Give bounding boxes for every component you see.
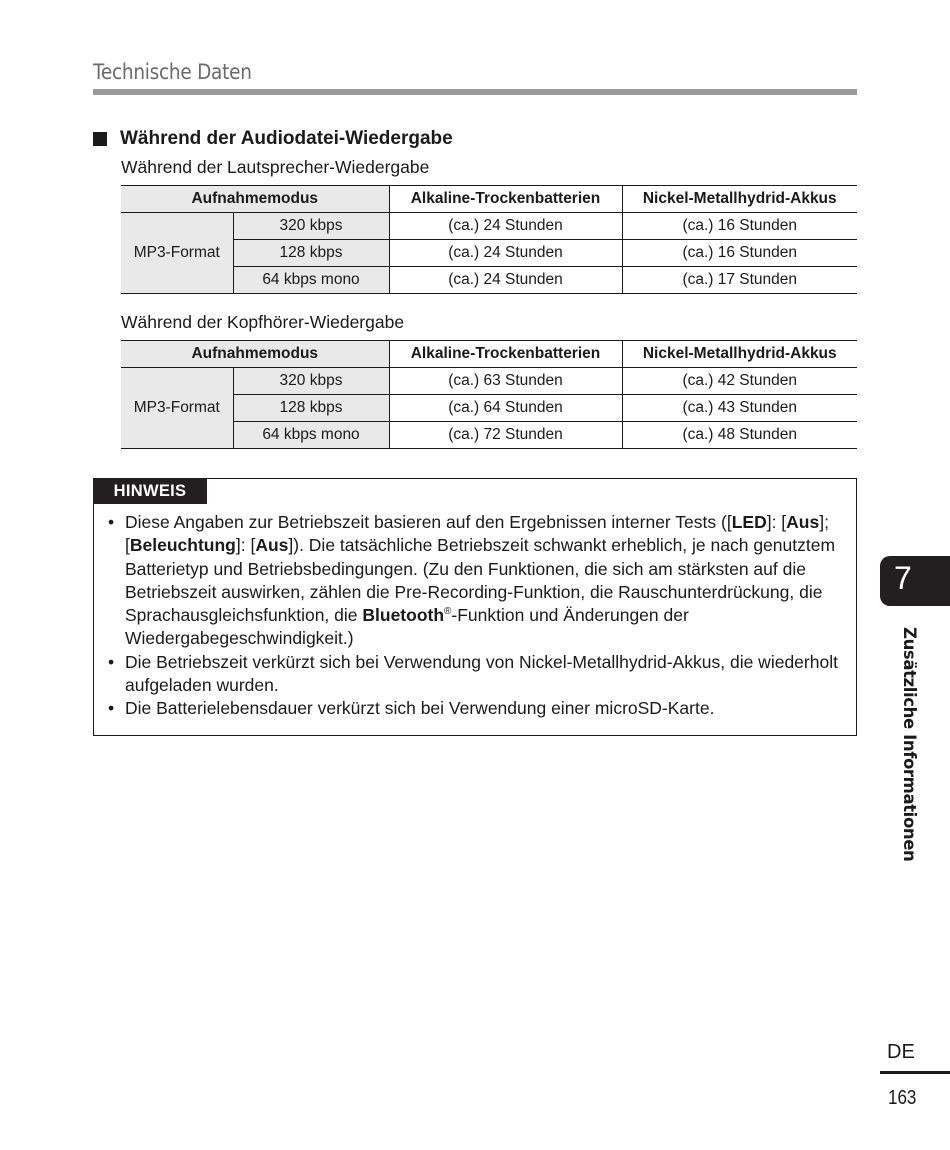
chapter-number: 7 (894, 560, 912, 596)
note-text: Die Batterielebensdauer verkürzt sich bei Verwendung einer microSD-Karte. (125, 698, 715, 719)
note-bold-aus: Aus (255, 535, 289, 556)
column-header-alkaline: Alkaline-Trockenbatterien (389, 341, 622, 368)
chapter-tab (880, 556, 950, 606)
mode-cell: 320 kbps (233, 368, 389, 395)
note-text: -Funktion und Änderungen der Wiedergabegeschwindigkeit.) (125, 605, 689, 649)
mode-cell: 320 kbps (233, 213, 389, 240)
mode-cell: 64 kbps mono (233, 267, 389, 294)
alkaline-cell: (ca.) 24 Stunden (389, 240, 622, 267)
headphone-subheading: Während der Kopfhörer-Wiedergabe (121, 312, 405, 332)
note-text: Die Betriebszeit verkürzt sich bei Verwendung von Nickel-Metallhydrid-Akkus, die wiederholt aufgeladen wurden. (125, 651, 838, 696)
nimh-cell: (ca.) 43 Stunden (622, 395, 857, 422)
column-header-alkaline: Alkaline-Trockenbatterien (389, 186, 622, 213)
format-cell: MP3-Format (121, 213, 233, 294)
list-item (106, 511, 846, 651)
speaker-runtime-table (121, 185, 857, 294)
alkaline-cell: (ca.) 24 Stunden (389, 213, 622, 240)
nimh-cell: (ca.) 16 Stunden (622, 240, 857, 267)
alkaline-cell: (ca.) 72 Stunden (389, 422, 622, 449)
table-row (121, 368, 857, 395)
section-heading (93, 128, 453, 150)
note-text: ]: [ (766, 512, 787, 532)
registered-mark: ® (444, 606, 452, 618)
format-cell: MP3-Format (121, 368, 233, 449)
nimh-cell: (ca.) 17 Stunden (622, 267, 857, 294)
footer-rule (880, 1071, 950, 1074)
note-bold-bluetooth: Bluetooth (362, 605, 445, 626)
speaker-subheading: Während der Lautsprecher-Wiedergabe (121, 157, 430, 177)
alkaline-cell: (ca.) 24 Stunden (389, 267, 622, 294)
nimh-cell: (ca.) 42 Stunden (622, 368, 857, 395)
chapter-title: Zusätzliche Informationen (900, 627, 919, 862)
column-header-nimh: Nickel-Metallhydrid-Akkus (622, 341, 857, 368)
section-heading-text: Während der Audiodatei-Wiedergabe (120, 128, 453, 149)
note-list (106, 511, 846, 721)
mode-cell: 128 kbps (233, 395, 389, 422)
mode-cell: 64 kbps mono (233, 422, 389, 449)
column-header-mode: Aufnahmemodus (121, 341, 389, 368)
list-item (106, 651, 846, 698)
table-header-row (121, 186, 857, 213)
note-text: ]: [ (235, 535, 256, 556)
header-rule (93, 89, 857, 95)
square-bullet-icon (93, 132, 107, 146)
nimh-cell: (ca.) 16 Stunden (622, 213, 857, 240)
column-header-mode: Aufnahmemodus (121, 186, 389, 213)
note-bold-aus: Aus (786, 512, 820, 532)
language-label: DE (887, 1041, 915, 1063)
page-header-title: Technische Daten (93, 60, 252, 84)
table-row (121, 213, 857, 240)
note-text: ]). Die tatsächliche Betriebszeit schwankt erheblich, je nach genutztem Batterietyp und Betriebsbedingungen. (Zu den Funktionen, die sich am stärksten auf die Betriebszeit auswirken, zählen die Pre-Recording-Funktion, die Rauschunterdrückung, die Sprachausgleichsfunktion, die (125, 535, 836, 626)
mode-cell: 128 kbps (233, 240, 389, 267)
note-text: ]; [ (125, 512, 829, 556)
note-bold-beleuchtung: Beleuchtung (129, 535, 236, 556)
alkaline-cell: (ca.) 64 Stunden (389, 395, 622, 422)
nimh-cell: (ca.) 48 Stunden (622, 422, 857, 449)
table-header-row (121, 341, 857, 368)
page-number: 163 (888, 1087, 917, 1109)
note-label: HINWEIS (93, 478, 207, 504)
headphone-runtime-table (121, 340, 857, 449)
alkaline-cell: (ca.) 63 Stunden (389, 368, 622, 395)
list-item (106, 697, 846, 720)
note-text: Diese Angaben zur Betriebszeit basieren auf den Ergebnissen interner Tests ([ (125, 512, 732, 532)
column-header-nimh: Nickel-Metallhydrid-Akkus (622, 186, 857, 213)
note-bold-led: LED (731, 512, 767, 532)
